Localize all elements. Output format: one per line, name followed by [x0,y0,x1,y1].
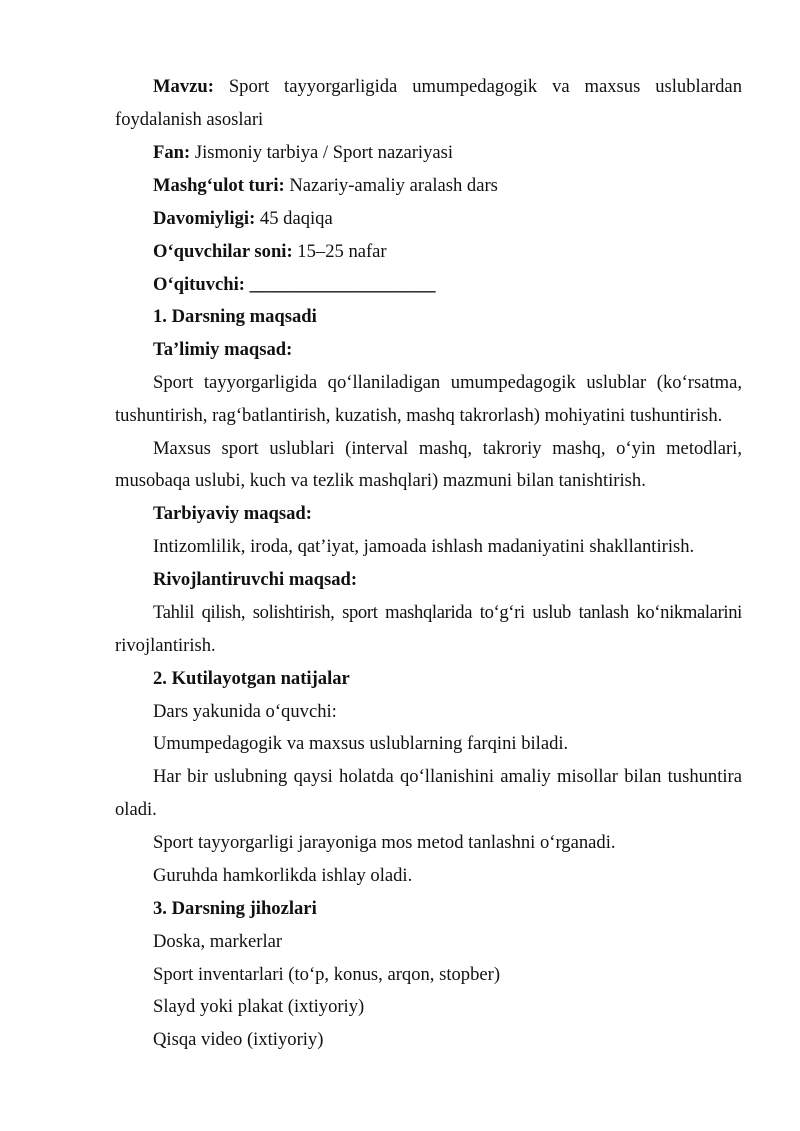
equipment-item-2: Sport inventarlari (to‘p, konus, arqon, stopber) [153,964,501,985]
tarbiyaviy-heading: Tarbiyaviy maqsad: [153,503,312,524]
talimiy-heading: Ta’limiy maqsad: [153,339,293,360]
equipment-item-1: Doska, markerlar [153,931,283,952]
mashgulot-turi-value: Nazariy-amaliy aralash dars [284,175,498,196]
mavzu-continuation: foydalanish asoslari [115,109,264,130]
equipment-item-4: Qisqa video (ixtiyoriy) [153,1029,324,1050]
mavzu-line [153,76,742,98]
equipment-item-3: Slayd yoki plakat (ixtiyoriy) [153,996,365,1017]
fan-value: Jismoniy tarbiya / Sport nazariyasi [190,142,454,163]
davomiyligi-value: 45 daqiqa [255,208,333,229]
result-item-3: Sport tayyorgarligi jarayoniga mos metod tanlashni o‘rganadi. [153,832,616,853]
oqituvchi-blank: ____________________ [244,274,436,295]
mavzu-value: Sport tayyorgarligida umumpedagogik va maxsus uslublardan [213,76,742,97]
oquvchilar-soni-label: O‘quvchilar soni: [153,241,293,262]
davomiyligi-label: Davomiyligi: [153,208,256,229]
fan-line [153,142,453,164]
rivojlantiruvchi-line-2: rivojlantirish. [115,635,216,656]
result-item-1: Umumpedagogik va maxsus uslublarning farqini biladi. [153,733,569,754]
talimiy-paragraph-2-line-1: Maxsus sport uslublari (interval mashq, takroriy mashq, o‘yin metodlari, [153,438,742,459]
section-1-heading: 1. Darsning maqsadi [153,306,317,327]
tarbiyaviy-text: Intizomlilik, iroda, qat’iyat, jamoada ishlash madaniyatini shakllantirish. [153,536,695,557]
talimiy-paragraph-1-line-2: tushuntirish, rag‘batlantirish, kuzatish, mashq takrorlash) mohiyatini tushuntirish. [115,405,723,426]
result-item-4: Guruhda hamkorlikda ishlay oladi. [153,865,413,886]
oqituvchi-line [153,274,436,296]
mashgulot-turi-line [153,175,498,197]
result-item-2-line-2: oladi. [115,799,157,820]
rivojlantiruvchi-heading: Rivojlantiruvchi maqsad: [153,569,358,590]
result-item-2-line-1: Har bir uslubning qaysi holatda qo‘llanishini amaliy misollar bilan tushuntira [153,766,742,787]
section-2-heading: 2. Kutilayotgan natijalar [153,668,350,689]
oquvchilar-soni-line [153,241,387,263]
rivojlantiruvchi-line-1: Tahlil qilish, solishtirish, sport mashqlarida to‘g‘ri uslub tanlash ko‘nikmalarini [153,602,742,623]
talimiy-paragraph-2-line-2: musobaqa uslubi, kuch va tezlik mashqlari) mazmuni bilan tanishtirish. [115,470,646,491]
davomiyligi-line [153,208,333,230]
section-2-intro: Dars yakunida o‘quvchi: [153,701,337,722]
talimiy-paragraph-1-line-1: Sport tayyorgarligida qo‘llaniladigan umumpedagogik uslublar (ko‘rsatma, [153,372,742,393]
section-3-heading: 3. Darsning jihozlari [153,898,317,919]
oquvchilar-soni-value: 15–25 nafar [292,241,387,262]
mashgulot-turi-label: Mashg‘ulot turi: [153,175,285,196]
fan-label: Fan: [153,142,191,163]
mavzu-label: Mavzu: [153,76,214,97]
oqituvchi-label: O‘qituvchi: [153,274,245,295]
